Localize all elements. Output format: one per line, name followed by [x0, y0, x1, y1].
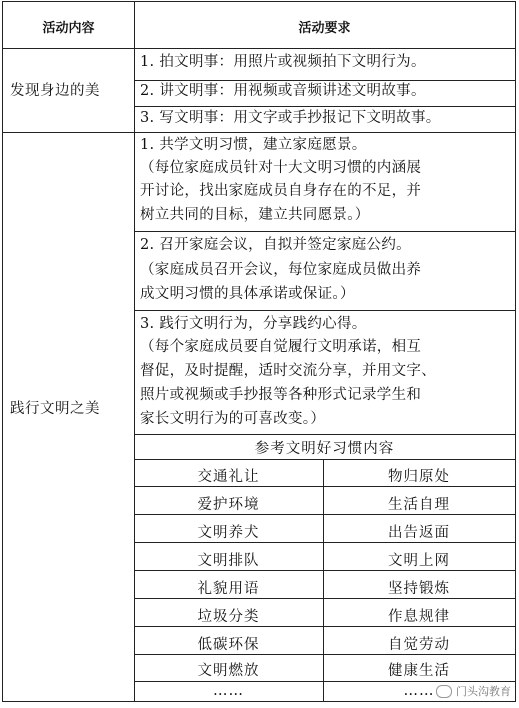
category-discover-beauty: 发现身边的美: [10, 83, 100, 99]
ref-row-line: [134, 654, 515, 655]
reference-title: 参考文明好习惯内容: [254, 441, 395, 457]
item2-line: （家庭成员召开会议，每位家庭成员做出养: [140, 262, 422, 278]
item3-title: 3. 践行文明行为，分享践约心得。: [140, 316, 367, 332]
header-activity-content: 活动内容: [42, 21, 95, 36]
row-line: [134, 231, 515, 232]
reference-left-item: 低碳环保: [197, 637, 260, 653]
reference-left-item: 文明排队: [197, 553, 260, 569]
reference-right-item: 健康生活: [388, 663, 450, 679]
watermark: [436, 683, 511, 699]
item1-title: 1. 共学文明习惯，建立家庭愿景。: [140, 137, 367, 153]
reference-right-item: 文明上网: [388, 553, 450, 569]
ref-row-line: [134, 542, 515, 543]
reference-right-item: 作息规律: [388, 609, 450, 625]
item3-line: 督促，及时提醒，适时交流分享，并用文字、: [140, 363, 436, 379]
watermark-text: 门头沟教育: [456, 685, 511, 698]
header-activity-requirements: 活动要求: [298, 21, 351, 36]
reference-left-item: 爱护环境: [197, 497, 260, 513]
wechat-icon: [436, 685, 452, 698]
item1-line: 树立共同的目标，建立共同愿景。）: [140, 207, 370, 223]
requirement-photo: 1. 拍文明事：用照片或视频拍下文明行为。: [140, 54, 426, 70]
section-line: [3, 132, 515, 133]
item3-line: 照片或视频或手抄报等各种形式记录学生和: [140, 387, 422, 403]
reference-left-item: 文明燃放: [197, 663, 260, 679]
reference-right-item: 物归原处: [388, 469, 450, 485]
requirement-story: 2. 讲文明事：用视频或音频讲述文明故事。: [140, 83, 426, 99]
row-line: [134, 80, 515, 81]
item2-title: 2. 召开家庭会议，自拟并签定家庭公约。: [140, 237, 411, 253]
item3-line: （每个家庭成员要自觉履行文明承诺，相互: [140, 339, 422, 355]
ref-row-line: [134, 570, 515, 571]
reference-left-item: 礼貌用语: [197, 581, 260, 597]
row-line: [134, 310, 515, 311]
ref-row-line: [134, 598, 515, 599]
header-bottom-line: [3, 48, 515, 49]
reference-right-item: 坚持锻炼: [388, 581, 450, 597]
row-line: [134, 434, 515, 435]
category-practice-civility: 践行文明之美: [10, 401, 100, 417]
ref-row-line: [134, 626, 515, 627]
ref-row-line: [134, 514, 515, 515]
reference-left-item: 文明养犬: [197, 525, 260, 541]
row-line: [134, 106, 515, 107]
reference-right-item: ……: [403, 683, 435, 699]
reference-left-item: 交通礼让: [197, 469, 260, 485]
reference-right-item: 生活自理: [388, 497, 450, 513]
requirement-write: 3. 写文明事：用文字或手抄报记下文明故事。: [140, 110, 441, 126]
ref-row-line: [134, 681, 515, 682]
row-line: [134, 459, 515, 460]
reference-right-item: 出告返面: [388, 525, 450, 541]
item1-line: 开讨论，找出家庭成员自身存在的不足，并: [140, 183, 422, 199]
reference-left-item: ……: [213, 683, 244, 699]
item2-line: 成文明习惯的具体承诺或保证。）: [140, 286, 355, 302]
item3-line: 家长文明行为的可喜改变。）: [140, 411, 326, 427]
item1-line: （每位家庭成员针对十大文明习惯的内涵展: [140, 160, 422, 176]
reference-left-item: 垃圾分类: [197, 609, 260, 625]
ref-row-line: [134, 486, 515, 487]
reference-right-item: 自觉劳动: [388, 637, 450, 653]
